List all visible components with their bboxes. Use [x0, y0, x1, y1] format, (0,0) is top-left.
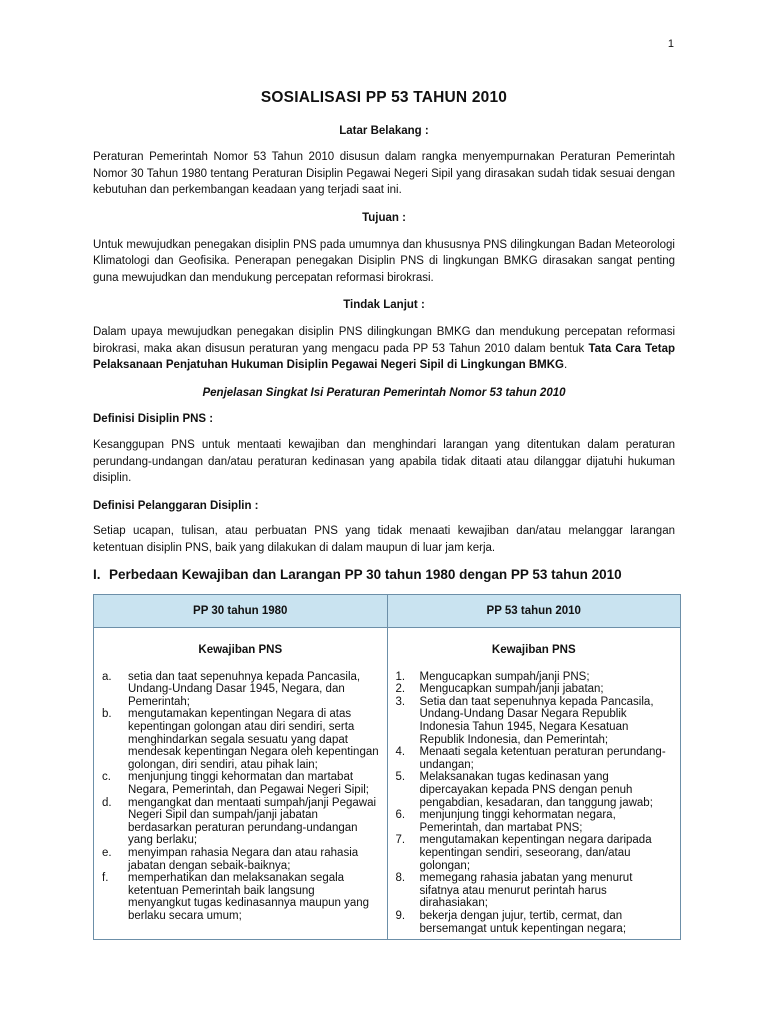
left-list-item	[102, 872, 381, 922]
definisi-pelanggaran-heading: Definisi Pelanggaran Disiplin :	[93, 499, 259, 512]
right-list-item-marker: 3.	[395, 695, 406, 708]
left-list-item-marker: f.	[102, 872, 109, 885]
right-list-item-text: Setia dan taat sepenuhnya kepada Pancasila, Undang-Undang Dasar Negara Republik Indonesia Tahun 1945, Negara Kesatuan Republik Indonesia, dan Pemerintah;	[419, 695, 654, 746]
left-subheader: Kewajiban PNS	[94, 628, 388, 671]
right-items-list	[396, 671, 675, 935]
left-list-item-marker: d.	[102, 796, 112, 809]
right-list-item-text: Mengucapkan sumpah/janji PNS;	[419, 670, 590, 683]
col-left-header: PP 30 tahun 1980	[94, 595, 388, 628]
document-body	[93, 90, 675, 940]
left-list-item-text: mengangkat dan mentaati sumpah/janji Pegawai Negeri Sipil dan sumpah/janji jabatan berdasarkan peraturan perundang-undangan yang berlaku;	[128, 796, 377, 847]
page-number: 1	[667, 38, 674, 50]
right-list-item	[396, 771, 675, 809]
left-list-item	[102, 671, 381, 709]
left-items-cell	[94, 671, 388, 940]
right-items-cell	[387, 671, 681, 940]
right-list-item-marker: 6.	[395, 809, 406, 822]
tindak-lanjut-text-after: .	[563, 359, 568, 372]
right-list-item-marker: 8.	[395, 872, 406, 885]
right-list-item-marker: 2.	[395, 683, 406, 696]
definisi-pelanggaran-text: Setiap ucapan, tulisan, atau perbuatan PNS yang tidak menaati kewajiban dan/atau melanggar larangan ketentuan disiplin PNS, baik yang dilakukan di dalam maupun di luar jam kerja.	[93, 525, 675, 554]
left-list-item	[102, 797, 381, 847]
tindak-lanjut-text-before: Dalam upaya mewujudkan penegakan disiplin PNS dilingkungan BMKG dan mendukung percepatan reformasi birokrasi, maka akan disusun peraturan yang mengacu pada PP 53 Tahun 2010 dalam bentuk	[93, 325, 675, 355]
left-list-item-marker: a.	[102, 670, 112, 683]
left-items-list	[102, 671, 381, 923]
right-list-item	[396, 910, 675, 935]
right-list-item-marker: 4.	[395, 746, 406, 759]
right-list-item-marker: 7.	[395, 834, 406, 847]
left-list-item	[102, 708, 381, 771]
section-one-title	[93, 567, 675, 584]
definisi-disiplin-text: Kesanggupan PNS untuk mentaati kewajiban dan menghindari larangan yang ditentukan dalam peraturan perundang-undangan dan/atau peraturan kedinasan yang apabila tidak ditaati atau dilanggar dijatuhi hukuman disiplin.	[93, 438, 675, 485]
section-one-number: I.	[93, 567, 101, 583]
left-list-item-text: menjunjung tinggi kehormatan dan martabat Negara, Pemerintah, dan Pegawai Negeri Sipil;	[128, 771, 369, 796]
latar-belakang-text: Peraturan Pemerintah Nomor 53 Tahun 2010 disusun dalam rangka menyempurnakan Peraturan Pemerintah Nomor 30 Tahun 1980 tentang Peraturan Disiplin Pegawai Negeri Sipil yang dirasakan sudah tidak sesuai dengan kebutuhan dan perkembangan keadaan yang terjadi saat ini.	[93, 151, 675, 197]
right-list-item-marker: 1.	[395, 670, 406, 683]
tindak-lanjut-text	[93, 324, 675, 374]
right-list-item-text: menjunjung tinggi kehormatan negara, Pemerintah, dan martabat PNS;	[419, 809, 616, 834]
tindak-lanjut-text-bold: Tata Cara Tetap Pelaksanaan Penjatuhan Hukuman Disiplin Pegawai Negeri Sipil di Lingkungan BMKG	[93, 342, 675, 372]
left-list-item-text: menyimpan rahasia Negara dan atau rahasia jabatan dengan sebaik-baiknya;	[128, 846, 359, 872]
table-header-row	[94, 595, 681, 628]
section-one-title-text: Perbedaan Kewajiban dan Larangan PP 30 tahun 1980 dengan PP 53 tahun 2010	[109, 567, 622, 583]
tujuan-text: Untuk mewujudkan penegakan disiplin PNS pada umumnya dan khususnya PNS dilingkungan Badan Meteorologi Klimatologi dan Geofisika. Penerapan penegakan Disiplin PNS di lingkungan BMKG dirasakan sangat penting guna mewujudkan dan mendukung percepatan reformasi birokrasi.	[93, 238, 675, 284]
table-subheader-row	[94, 628, 681, 671]
left-list-item-text: setia dan taat sepenuhnya kepada Pancasila, Undang-Undang Dasar 1945, Negara, dan Pemerintah;	[128, 670, 361, 708]
definisi-disiplin-heading: Definisi Disiplin PNS :	[93, 413, 214, 426]
left-list-item-text: memperhatikan dan melaksanakan segala ketentuan Pemerintah baik langsung menyangkut tugas kedinasannya maupun yang berlaku secara umum;	[128, 872, 370, 922]
right-list-item-marker: 9.	[395, 909, 406, 922]
explanation-heading: Penjelasan Singkat Isi Peraturan Pemerintah Nomor 53 tahun 2010	[202, 386, 566, 399]
table-body-row	[94, 671, 681, 940]
right-list-item-text: Melaksanakan tugas kedinasan yang dipercayakan kepada PNS dengan penuh pengabdian, kesadaran, dan tanggung jawab;	[419, 771, 653, 809]
right-list-item-text: Menaati segala ketentuan peraturan perundang-undangan;	[419, 746, 666, 771]
left-list-item	[102, 771, 381, 796]
right-list-item-text: bekerja dengan jujur, tertib, cermat, dan bersemangat untuk kepentingan negara;	[419, 909, 627, 935]
left-list-item-marker: b.	[102, 708, 112, 721]
right-list-item	[396, 683, 675, 696]
right-list-item-text: memegang rahasia jabatan yang menurut sifatnya atau menurut perintah harus dirahasiakan;	[419, 872, 633, 910]
left-list-item	[102, 847, 381, 872]
tujuan-heading: Tujuan :	[362, 211, 406, 224]
right-list-item	[396, 872, 675, 910]
right-list-item-text: Mengucapkan sumpah/janji jabatan;	[419, 683, 604, 696]
left-list-item-marker: e.	[102, 846, 112, 859]
right-list-item	[396, 671, 675, 684]
left-list-item-text: mengutamakan kepentingan Negara di atas kepentingan golongan atau diri sendiri, serta menghindarkan segala sesuatu yang dapat mendesak kepentingan Negara oleh kepentingan golongan, diri sendiri, atau pihak lain;	[128, 708, 379, 771]
right-list-item-marker: 5.	[395, 771, 406, 784]
right-list-item	[396, 696, 675, 746]
left-list-item-marker: c.	[102, 771, 111, 784]
col-right-header: PP 53 tahun 2010	[387, 595, 681, 628]
comparison-table	[93, 594, 681, 940]
latar-belakang-heading: Latar Belakang :	[339, 124, 429, 137]
tindak-lanjut-heading: Tindak Lanjut :	[343, 299, 425, 312]
right-list-item-text: mengutamakan kepentingan negara daripada kepentingan sendiri, seseorang, dan/atau golongan;	[419, 834, 652, 872]
right-list-item	[396, 809, 675, 834]
right-list-item	[396, 746, 675, 771]
document-title: SOSIALISASI PP 53 TAHUN 2010	[260, 89, 508, 106]
right-subheader: Kewajiban PNS	[387, 628, 681, 671]
right-list-item	[396, 834, 675, 872]
